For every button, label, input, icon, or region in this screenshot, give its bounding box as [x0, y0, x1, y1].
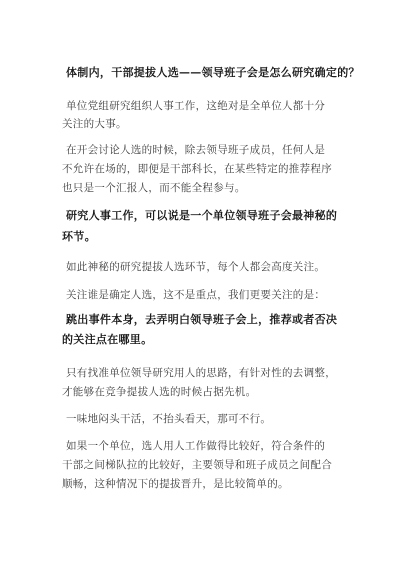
paragraph-2-line-3: 也只是一个汇报人，而不能全程参与。: [62, 182, 246, 194]
paragraph-7-line-1: 只有找准单位领导研究用人的思路，有针对性的去调整，: [66, 367, 336, 379]
paragraph-8-line-1: 一味地闷头干活，不抬头看天，那可不行。: [66, 413, 272, 425]
paragraph-9-line-3: 顺畅，这种情况下的提拔晋升，是比较简单的。: [62, 478, 289, 490]
paragraph-1-line-1: 单位党组研究组织人事工作，这绝对是全单位人都十分: [66, 100, 326, 112]
paragraph-1-line-2: 关注的大事。: [62, 118, 127, 130]
paragraph-2-line-1: 在开会讨论人选的时候，除去领导班子成员，任何人是: [66, 144, 326, 156]
paragraph-6-line-2: 的关注点在哪里。: [62, 333, 153, 346]
paragraph-3-line-2: 环节。: [62, 230, 96, 243]
paragraph-4-line-1: 如此神秘的研究提拔人选环节，每个人都会高度关注。: [66, 261, 326, 273]
page-title: 体制内，干部提拔人选——领导班子会是怎么研究确定的？: [66, 66, 360, 79]
paragraph-6-line-1: 跳出事件本身，去弄明白领导班子会上，推荐或者否决: [66, 313, 338, 326]
paragraph-9-line-1: 如果一个单位，选人用人工作做得比较好，符合条件的: [66, 440, 326, 452]
paragraph-9-line-2: 干部之间梯队拉的比较好，主要领导和班子成员之间配合: [62, 459, 332, 471]
paragraph-2-line-2: 不允许在场的，即便是干部科长，在某些特定的推荐程序: [62, 163, 332, 175]
paragraph-7-line-2: 才能够在竞争提拔人选的时候占据先机。: [62, 386, 257, 398]
paragraph-3-line-1: 研究人事工作，可以说是一个单位领导班子会最神秘的: [66, 209, 338, 222]
paragraph-5-line-1: 关注谁是确定人选，这不是重点，我们更要关注的是：: [66, 289, 326, 301]
